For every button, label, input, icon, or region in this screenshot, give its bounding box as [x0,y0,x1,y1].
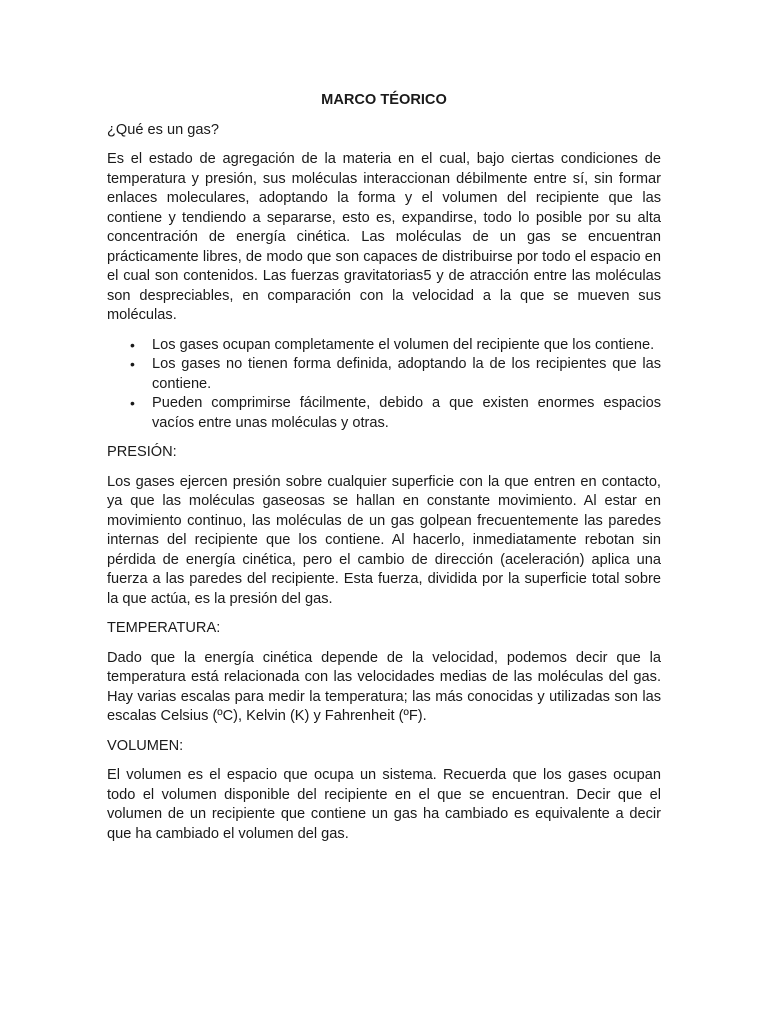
intro-paragraph: Es el estado de agregación de la materia en el cual, bajo ciertas condiciones de temperatura y presión, sus moléculas interaccionan débilmente entre sí, sin formar enlaces moleculares, adoptando la forma y el volumen del recipiente que las contiene y tendiendo a separarse, esto es, expandirse, todo lo posible por su alta concentración de energía cinética. Las moléculas de un gas se encuentran prácticamente libres, de modo que son capaces de distribuirse por todo el espacio en el cual son contenidos. Las fuerzas gravitatorias5 y de atracción entre las moléculas son despreciables, en comparación con la velocidad a la que se mueven sus moléculas. [107,151,661,323]
document-title: MARCO TÉORICO [321,92,447,108]
bullet-icon: • [130,395,135,411]
list-item-text: Pueden comprimirse fácilmente, debido a que existen enormes espacios vacíos entre unas moléculas y otras. [152,395,661,431]
section-text-volumen: El volumen es el espacio que ocupa un sistema. Recuerda que los gases ocupan todo el volumen disponible del recipiente en el que se encuentran. Decir que el volumen de un recipiente que contiene un gas ha cambiado es equivalente a decir que ha cambiado el volumen del gas. [107,767,661,842]
list-item [107,394,661,433]
section-text-temperatura: Dado que la energía cinética depende de la velocidad, podemos decir que la temperatura está relacionada con las velocidades medias de las moléculas del gas. Hay varias escalas para medir la temperatura; las más conocidas y utilizadas son las escalas Celsius (ºC), Kelvin (K) y Fahrenheit (ºF). [107,649,661,724]
list-item [107,336,661,356]
list-item [107,355,661,394]
section-heading-presion: PRESIÓN: [107,444,177,460]
question-heading: ¿Qué es un gas? [107,121,219,138]
section-text-presion: Los gases ejercen presión sobre cualquier superficie con la que entren en contacto, ya que las moléculas gaseosas se hallan en constante movimiento. Al estar en movimiento continuo, las moléculas de un gas golpean frecuentemente las paredes internas del recipiente que los contiene. Al hacerlo, inmediatamente rebotan sin pérdida de energía cinética, pero el cambio de dirección (aceleración) aplica una fuerza a las paredes del recipiente. Esta fuerza, dividida por la superficie total sobre la que actúa, es la presión del gas. [107,473,661,607]
properties-list [107,336,661,434]
document-body [107,91,661,854]
section-heading-volumen: VOLUMEN: [107,737,184,754]
bullet-icon: • [130,336,135,353]
list-item-text: Los gases no tienen forma definida, adoptando la de los recipientes que las contiene. [152,356,661,392]
bullet-icon: • [130,356,135,372]
section-heading-temperatura: TEMPERATURA: [107,620,221,636]
list-item-text: Los gases ocupan completamente el volumen del recipiente que los contiene. [152,336,655,353]
